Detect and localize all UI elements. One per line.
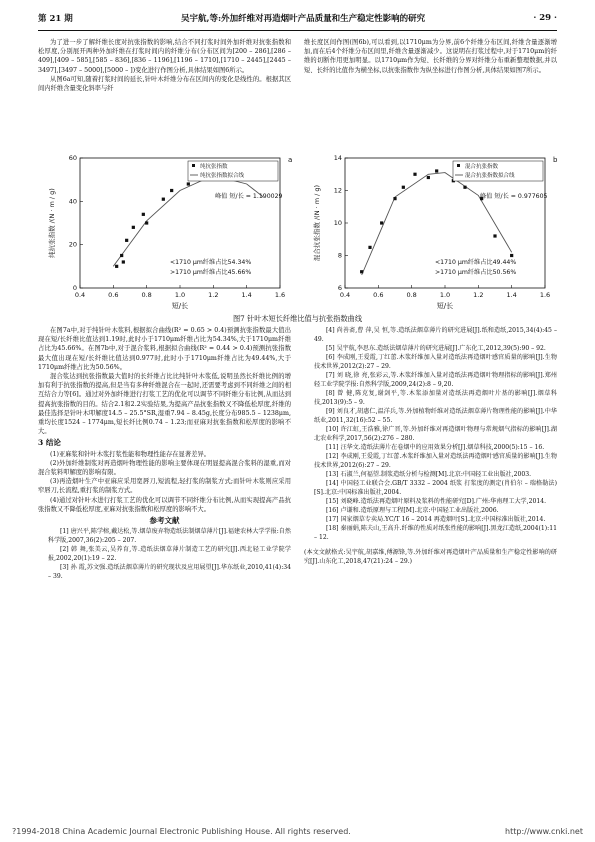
chart-b xyxy=(305,148,560,316)
citation-note: (本文文献格式:吴宇航,胡嘉维,傅源锋,等.外加纤维对再造烟叶产品质量和生产稳定性影响的研究[J].山东化工,2018,47(21):24 – 29.) xyxy=(304,549,557,565)
reference-item: [5] 吴宇航,李思东.造纸法烟草薄片的研究进展[J].广东化工,2012,39(5):90 – 92. xyxy=(326,345,546,352)
x-tick-label: 1.6 xyxy=(274,291,286,299)
legend-marker xyxy=(192,164,195,167)
data-point xyxy=(380,221,383,224)
reference-item: [1] 唐兴平,陈学榕,戴达松,等.烟草废弃物造纸法制烟草薄片[J].福建农林大学学报:自然科学版,2007,36(2):205 – 207. xyxy=(48,528,291,545)
data-point xyxy=(493,234,496,237)
ratio-annotation: <1710 μm纤维占比54.34% xyxy=(170,259,252,266)
reference-item: [11] 汪华文.造纸法薄片在卷烟中的应用效果分析[J].烟草科技,2000(5):15 – 16. xyxy=(326,444,545,451)
references-heading: 参考文献 xyxy=(149,516,180,526)
right-column-bottom xyxy=(304,326,557,566)
page-number: · 29 · xyxy=(533,13,557,23)
x-tick-label: 0.4 xyxy=(339,291,351,299)
reference-item: [17] 国家烟草专卖局.YC/T 16 – 2014 再造烟叶[S].北京:中国标准出版社,2014. xyxy=(326,516,546,523)
data-point xyxy=(435,169,438,172)
page-footer xyxy=(0,827,595,836)
y-tick-label: 40 xyxy=(68,197,77,206)
data-point xyxy=(463,186,466,189)
x-tick-label: 1.0 xyxy=(174,291,186,299)
x-axis-label: 短/长 xyxy=(436,302,454,310)
reference-item: [3] 孙 霞,苏文强.造纸法烟草薄片的研究现状及应用展望[J].华东纸业,2010,41(4):34 – 39. xyxy=(48,564,291,581)
y-tick-label: 0 xyxy=(72,284,77,292)
x-tick-label: 0.6 xyxy=(108,291,119,299)
x-tick-label: 0.8 xyxy=(141,291,152,299)
data-point xyxy=(115,265,118,268)
conclusion-item: (4)通过对针叶木进行打浆工艺的优化可以调节不同纤维分布比例,从而实现提高产品抗张指数又不降低松厚度,亚麻对抗张指数和松厚度的影响不大。 xyxy=(38,496,291,513)
reference-item: [15] 刘晓峰.造纸法再造烟叶原料及浆料的性能研究[D].广州:华南理工大学,2014. xyxy=(326,498,547,505)
x-tick-label: 1.2 xyxy=(208,291,219,299)
data-point xyxy=(122,260,125,263)
data-point xyxy=(132,226,135,229)
issue-number: 第 21 期 xyxy=(38,14,73,24)
reference-item: [12] 李成刚,王爱霞,丁红蕾.木浆纤维加入量对造纸法再造烟叶感官质量的影响[J].生物技术世界,2012(6):27 – 29. xyxy=(314,453,557,469)
data-point xyxy=(510,254,513,257)
y-tick-label: 12 xyxy=(333,186,342,195)
data-point xyxy=(413,173,416,176)
y-tick-label: 10 xyxy=(333,219,342,227)
reference-item: [14] 中国轻工业联合会.GB/T 3332 – 2004 纸浆 打浆度的测定(肖伯尔 – 瑞格勒法)[S].北京:中国标准出版社,2004. xyxy=(314,480,557,496)
data-point xyxy=(125,239,128,242)
paragraph: 维长度区间作图(图6b),可以看到,以1710μm为分界,前6个纤维分布区间,纤维含量逐渐增加,而在后4个纤维分布区间里,纤维含量逐渐减少。这说明在打浆过程中,对于1710μm的纤维的切断作用更加明显。以1710μm作为短、长纤维的分界对纤维分布重新整理数据,并以短、长纤的比值作为横坐标,以抗张指数作为纵坐标进行作图分析,具体结果如图7所示。 xyxy=(304,39,557,74)
legend-entry: 纯抗张指数拟合线 xyxy=(200,173,245,179)
right-column-top xyxy=(304,38,557,75)
panel-label: a xyxy=(288,156,293,164)
left-column-bottom xyxy=(38,326,291,581)
reference-item: [6] 李成刚,王爱霞,丁红蕾.木浆纤维加入量对造纸法再造烟叶感官质量的影响[J].生物技术世界,2012(2):27 – 29. xyxy=(314,354,557,370)
reference-item: [18] 秦丽娟,陈夫山,王高升.纤维的性质对纸张性能的影响[J].黑龙江造纸,2004(1):11 – 12. xyxy=(314,525,557,541)
header-rule xyxy=(38,30,557,31)
paragraph: 从图6a可知,随着打浆时间的延长,针叶木纤维分布在区间内的变化是线性的。根据其区间内纤维含量变化斜率与纤 xyxy=(38,75,291,93)
conclusion-item: (1)亚麻浆和针叶木浆打浆性能和物理性能存在显著差异。 xyxy=(50,450,211,458)
reference-item: [13] 石淑兰,何福望.制浆造纸分析与检测[M].北京:中国轻工业出版社,2003. xyxy=(326,471,532,478)
peak-annotation: 峰值 短/长 = 1.190029 xyxy=(215,193,283,200)
data-point xyxy=(120,254,123,257)
y-tick-label: 14 xyxy=(333,154,342,162)
x-tick-label: 1.0 xyxy=(439,291,451,299)
y-tick-label: 6 xyxy=(337,284,342,292)
legend-entry: 纯抗张指数 xyxy=(200,164,228,170)
conclusion-item: (3)再造烟叶生产中亚麻应采用宽唇刀,短流程,轻打浆的制浆方式;而针叶木浆则应采用窄唇刀,长流程,重打浆的制浆方式。 xyxy=(38,478,291,495)
y-axis-label: 混合抗张指数 /(N · m / g) xyxy=(313,184,321,262)
running-title: 吴宇航,等:外加纤维对再造烟叶产品质量和生产稳定性影响的研究 xyxy=(180,14,426,24)
y-axis-label: 纯抗张指数 /(N · m / g) xyxy=(48,188,56,258)
reference-item: [8] 曾 健,陈克复,谢剑平,等.木浆添加量对造纸法再造烟叶片基的影响[J].烟草科技,2013(9):5 – 9. xyxy=(314,390,557,406)
legend-entry: 混合抗张指数 xyxy=(465,164,499,170)
data-point xyxy=(142,213,145,216)
data-point xyxy=(145,221,148,224)
legend-entry: 混合抗张指数拟合线 xyxy=(465,173,515,179)
data-point xyxy=(187,182,190,185)
fit-line xyxy=(113,175,263,266)
copyright-text: ?1994-2018 China Academic Journal Electronic Publishing House. All rights reserved. xyxy=(12,827,351,836)
data-point xyxy=(368,246,371,249)
cnki-link[interactable]: http://www.cnki.net xyxy=(505,827,583,836)
ratio-annotation: >1710 μm纤维占比50.56% xyxy=(435,269,517,276)
y-tick-label: 8 xyxy=(337,251,342,260)
data-point xyxy=(393,197,396,200)
ratio-annotation: <1710 μm纤维占比49.44% xyxy=(435,259,517,266)
y-tick-label: 20 xyxy=(68,240,77,249)
x-tick-label: 1.4 xyxy=(241,291,252,299)
x-tick-label: 0.6 xyxy=(373,291,384,299)
running-header xyxy=(38,8,557,28)
data-point xyxy=(360,270,363,273)
ratio-annotation: >1710 μm纤维占比45.66% xyxy=(170,269,252,276)
conclusion-heading: 3 结论 xyxy=(38,438,61,448)
data-point xyxy=(162,198,165,201)
x-tick-label: 0.8 xyxy=(406,291,417,299)
paragraph: 混合浆达到抗张指数最大值时的长纤维占比比纯针叶木浆低,说明虽然长纤维比例的增加有利于抗张指数的提高,但是当有多种纤维混合在一起时,还需要考虑到不同纤维之间的相互结合力等[6]。通过对外加纤维进行打浆工艺的优化可以调节不同纤维分布比例,从而达到提高抗张指数的目的。结合2.1和2.2实验结果,为提高产品抗张指数又不降低松厚度,纤维的最佳选择是针叶木叩解度14.5 – 25.5°SR,湿重7.94 – 8.45g,长度分布985.5 – 1238μm,重均长度1524 – 1774μm,短长纤比例0.74 – 1.23;而亚麻对抗张指数和松厚度的影响不大。 xyxy=(38,373,291,436)
data-point xyxy=(170,189,173,192)
reference-item: [2] 韩 舞,张美云,吴养育,等.造纸法烟草薄片制造工艺的研究[J].西北轻工业学院学报,2002,20(1):19 – 22. xyxy=(48,546,291,563)
y-tick-label: 60 xyxy=(68,154,77,162)
x-axis-label: 短/长 xyxy=(171,302,189,310)
paragraph: 在图7a中,对于纯针叶木浆料,根据拟合曲线(R² = 0.65 > 0.4)预测抗张指数最大值出现在短/长纤维比值达到1.19时,此时小于1710μm纤维占比为54.34%,大于1710μm纤维占比为45.66%。在图7b中,对于混合浆料,根据拟合曲线(R² = 0.44 > 0.4)预测抗张指数最大值出现在短/长纤维比值达到0.977时,此时小于1710μm纤维占比为49.44%,大于1710μm纤维占比为50.56%。 xyxy=(38,327,291,371)
x-tick-label: 1.4 xyxy=(506,291,517,299)
chart-a xyxy=(40,148,295,316)
reference-item: [4] 尚善斋,曹 萍,吴 恒,等.造纸法烟草薄片的研究进展[J].纸和造纸,2015,34(4):45 – 49. xyxy=(314,327,557,343)
figure-caption: 图7 针叶木短长纤维比值与抗张指数曲线 xyxy=(232,314,363,323)
data-point xyxy=(402,186,405,189)
paragraph: 为了进一步了解纤维长度对抗张指数的影响,结合不同打浆时间外加纤维对抗张指数和松厚度,分别展开两种外加纤维在打浆时间内的纤维分布(分布区间为[200 – 286],[286 – 409],[409 – 585],[585 – 836],[836 – 1196],[1196 – 1710],[1710 – 2445],[2445 – 3497],[3497 – 5000],[5000 – ])变化进行作图分析,具体结果如图6所示。 xyxy=(38,39,291,74)
legend-marker xyxy=(457,164,460,167)
x-tick-label: 1.2 xyxy=(473,291,484,299)
reference-item: [7] 刘 晓,徐 亮,张彩云,等.木浆纤维加入量对造纸法再造烟叶物理指标的影响[J].郑州轻工业学院学报:自然科学版,2009,24(2):8 – 9,20. xyxy=(314,372,557,388)
figure-7 xyxy=(40,148,560,316)
data-point xyxy=(427,176,430,179)
reference-item: [16] 卢谦和.造纸原理与工程[M].北京:中国轻工业出版社,2006. xyxy=(326,507,499,514)
x-tick-label: 1.6 xyxy=(539,291,551,299)
x-tick-label: 0.4 xyxy=(74,291,86,299)
left-column-top xyxy=(38,38,291,93)
reference-item: [10] 许江虹,王浩雅,徐广晋,等.外加纤维对再造烟叶物理与常规烟气指标的影响[J].湖北农业科学,2017,56(2):276 – 280. xyxy=(314,426,557,442)
peak-annotation: 峰值 短/长 = 0.977605 xyxy=(480,193,548,200)
conclusion-item: (2)外加纤维制浆对再造烟叶物理性能的影响主要体现在明显提高混合浆料的湿重,而对混合浆料叩解度的影响有限。 xyxy=(38,459,291,477)
panel-label: b xyxy=(553,156,558,164)
reference-item: [9] 刘良才,胡惠仁,温洋兵,等.外加植物纤维对造纸法烟草薄片物理性能的影响[J].中华纸业,2011,32(16):52 – 55. xyxy=(314,408,557,424)
